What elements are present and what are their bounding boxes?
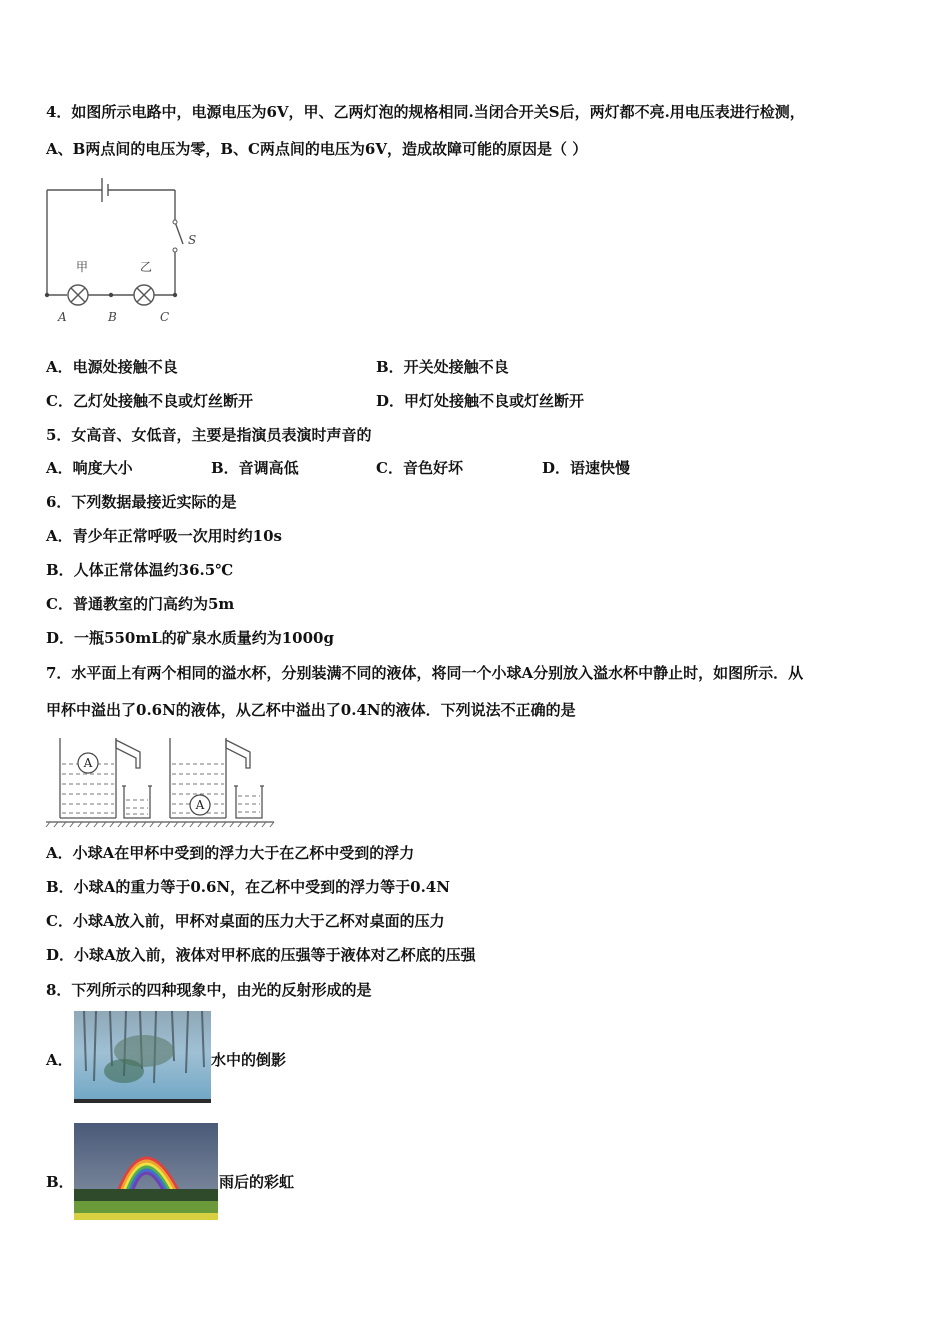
q4-stem-line1: 4．如图所示电路中，电源电压为6V，甲、乙两灯泡的规格相同.当闭合开关S后，两灯都不亮.用电压表进行检测， [46,103,805,121]
point-c-label: C [160,310,170,324]
reflection-photo [74,1011,211,1103]
q8-option-a-letter: A． [46,1051,73,1069]
lamp-yi-label: 乙 [140,260,153,274]
point-b-label: B [108,310,117,324]
q6-stem: 6．下列数据最接近实际的是 [46,493,237,511]
q6-option-a: A．青少年正常呼吸一次用时约10s [46,527,282,545]
q5-option-b: B．音调高低 [211,459,299,477]
switch-label: S [188,233,197,247]
q7-option-b: B．小球A的重力等于0.6N，在乙杯中受到的浮力等于0.4N [46,878,450,896]
q7-option-a: A．小球A在甲杯中受到的浮力大于在乙杯中受到的浮力 [46,844,415,862]
q7-stem-line2: 甲杯中溢出了0.6N的液体，从乙杯中溢出了0.4N的液体．下列说法不正确的是 [46,701,576,719]
q6-option-d: D．一瓶550mL的矿泉水质量约为1000g [46,629,334,647]
q4-stem-line2: A、B两点间的电压为零，B、C两点间的电压为6V，造成故障可能的原因是（ ） [46,140,588,158]
q5-option-d: D．语速快慢 [542,459,631,477]
q5-option-c: C．音色好坏 [376,459,463,477]
point-a-label: A [58,310,67,324]
q8-option-a-caption: 水中的倒影 [211,1051,287,1069]
q5-stem: 5．女高音、女低音，主要是指演员表演时声音的 [46,426,372,444]
q4-option-d: D．甲灯处接触不良或灯丝断开 [376,392,585,410]
overflow-cups-diagram [44,734,276,828]
ball-a-label-1: A [83,756,93,770]
q4-option-c: C．乙灯处接触不良或灯丝断开 [46,392,253,410]
circuit-diagram [40,170,210,330]
q7-option-c: C．小球A放入前，甲杯对桌面的压力大于乙杯对桌面的压力 [46,912,445,930]
lamp-jia-label: 甲 [76,260,89,274]
ball-a-label-2: A [195,798,205,812]
q5-option-a: A．响度大小 [46,459,133,477]
q6-option-b: B．人体正常体温约36.5℃ [46,561,234,579]
rainbow-photo [74,1123,218,1220]
point-b-dot [109,293,113,297]
point-c-dot [173,293,177,297]
q8-option-b-caption: 雨后的彩虹 [219,1173,295,1191]
q8-stem: 8．下列所示的四种现象中，由光的反射形成的是 [46,981,372,999]
point-a-dot [45,293,49,297]
q7-option-d: D．小球A放入前，液体对甲杯底的压强等于液体对乙杯底的压强 [46,946,476,964]
q6-option-c: C．普通教室的门高约为5m [46,595,235,613]
q8-option-b-letter: B． [46,1173,74,1191]
q4-option-a: A．电源处接触不良 [46,358,178,376]
q7-stem-line1: 7．水平面上有两个相同的溢水杯，分别装满不同的液体，将同一个小球A分别放入溢水杯中静止时，如图所示．从 [46,664,804,682]
q4-option-b: B．开关处接触不良 [376,358,509,376]
